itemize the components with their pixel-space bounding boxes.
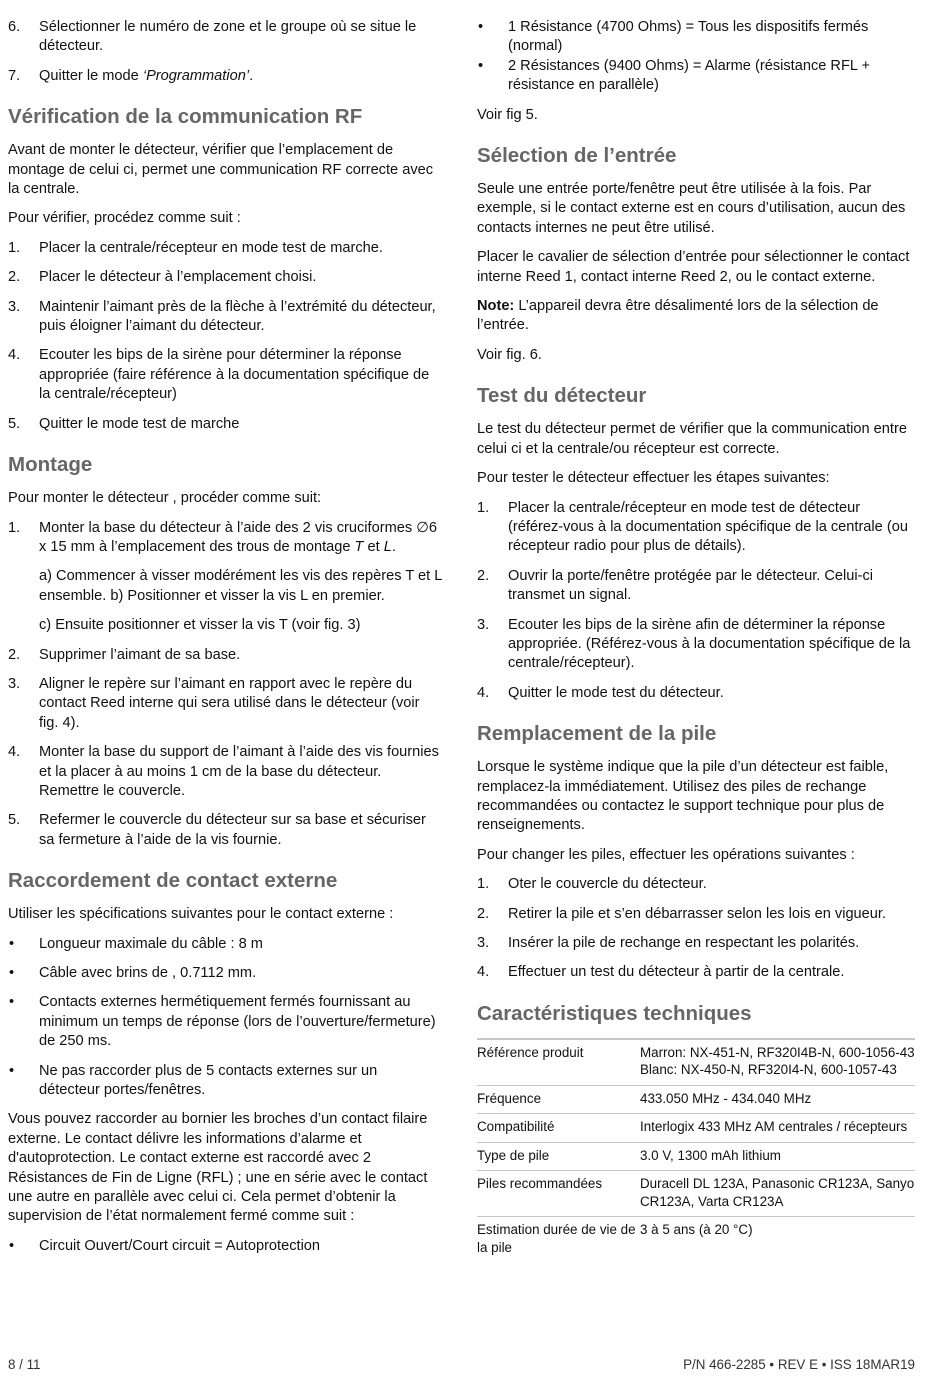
item-number: 3. [8, 675, 21, 692]
list-item [8, 743, 442, 801]
bullet-icon: • [9, 994, 15, 1011]
item-number: 1. [477, 499, 490, 516]
bullet-text: Circuit Ouvert/Court circuit = Autoprotection [39, 1237, 321, 1254]
section-heading-montage: Montage [8, 453, 93, 477]
table-row [477, 1142, 915, 1171]
spec-key: Fréquence [477, 1085, 640, 1114]
item-text: Refermer le couvercle du détecteur sur sa base et sécuriser sa fermeture à l’aide de la vis fournie. [39, 812, 426, 848]
figure-reference: Voir fig 5. [477, 106, 538, 123]
list-item [477, 875, 915, 894]
spec-key: Type de pile [477, 1142, 640, 1171]
paragraph: Utiliser les spécifications suivantes pour le contact externe : [8, 906, 394, 923]
bullet-item [8, 964, 442, 983]
table-row [477, 1114, 915, 1143]
section-heading-pile: Remplacement de la pile [477, 722, 717, 746]
list-item [8, 298, 442, 337]
list-item [477, 934, 915, 953]
list-item [477, 963, 915, 982]
item-text: Monter la base du support de l’aimant à l’aide des vis fournies et la placer à au moins 1 cm de la base du détecteur. Remettre le couvercle. [39, 744, 439, 799]
figure-reference: Voir fig. 6. [477, 346, 542, 363]
paragraph: Placer le cavalier de sélection d’entrée pour sélectionner le contact interne Reed 1, contact interne Reed 2, ou le contact externe. [477, 249, 910, 285]
list-item [8, 268, 442, 287]
bullet-item [8, 1237, 442, 1256]
specs-table [477, 1038, 915, 1263]
bullet-text: 1 Résistance (4700 Ohms) = Tous les dispositifs fermés (normal) [508, 19, 869, 55]
spec-key: Référence produit [477, 1039, 640, 1086]
paragraph: Pour tester le détecteur effectuer les étapes suivantes: [477, 470, 830, 487]
item-number: 2. [8, 646, 21, 663]
section-heading-rf: Vérification de la communication RF [8, 105, 363, 129]
list-item [477, 499, 915, 557]
bullet-icon: • [9, 1237, 15, 1254]
bullet-item [8, 993, 442, 1051]
item-number: 2. [477, 567, 490, 584]
item-number: 1. [8, 519, 21, 536]
item-text: Quitter le mode [39, 67, 143, 84]
item-number: 3. [477, 935, 490, 951]
bullet-item [8, 935, 442, 954]
bullet-text: Ne pas raccorder plus de 5 contacts externes sur un détecteur portes/fenêtres. [39, 1062, 378, 1099]
spec-value: Interlogix 433 MHz AM centrales / récepteurs [640, 1114, 915, 1143]
item-text: Sélectionner le numéro de zone et le groupe où se situe le détecteur. [39, 19, 417, 55]
bullet-item [477, 18, 915, 57]
list-item [8, 675, 442, 733]
note [477, 297, 915, 336]
list-item [8, 646, 442, 665]
item-number: 2. [8, 269, 21, 286]
list-item [8, 415, 442, 434]
item-text: Placer le détecteur à l’emplacement choisi. [39, 269, 317, 286]
table-row [477, 1171, 915, 1217]
table-row [477, 1217, 915, 1263]
item-text: Quitter le mode test du détecteur. [508, 684, 724, 701]
sub-step: c) Ensuite positionner et visser la vis T (voir fig. 3) [39, 617, 361, 634]
bullet-text: 2 Résistances (9400 Ohms) = Alarme (résistance RFL + résistance en parallèle) [508, 57, 871, 94]
item-text: Aligner le repère sur l’aimant en rapport avec le repère du contact Reed interne qui sera utilisé dans le détecteur (voir fig. 4). [39, 675, 420, 731]
spec-value: 433.050 MHz - 434.040 MHz [640, 1085, 915, 1114]
spec-value: 3 à 5 ans (à 20 °C) [640, 1222, 753, 1238]
item-text: Quitter le mode test de marche [39, 415, 240, 432]
list-item [477, 616, 915, 674]
item-text: Placer la centrale/récepteur en mode test de marche. [39, 239, 383, 256]
spec-value-line: Blanc: NX-450-N, RF320I4-N, 600-1057-43 [640, 1062, 897, 1078]
paragraph: Vous pouvez raccorder au bornier les broches d’un contact filaire externe. Le contact délivre les informations d’alarme et d'autoprotection. Le contact externe est raccordé avec 2 Résistances de Fin de Ligne (RFL) ; une en série avec le contact une autre en parallèle avec celui ci. Cela permet d’obtenir la supervision de l’état normalement fermé comme suit : [8, 1111, 428, 1225]
note-label: Note: [477, 298, 515, 315]
item-text: Monter la base du détecteur à l’aide des 2 vis cruciformes ∅6 x 15 mm à l’emplacement des trous de montage [39, 519, 438, 555]
paragraph: Pour vérifier, procédez comme suit : [8, 210, 241, 227]
note-text: L’appareil devra être désalimenté lors de la sélection de l’entrée. [477, 298, 879, 334]
item-number: 5. [8, 415, 21, 432]
item-text: Ecouter les bips de la sirène pour déterminer la réponse appropriée (faire référence à la documentation spécifique de la centrale/récepteur) [39, 347, 430, 403]
spec-value: Duracell DL 123A, Panasonic CR123A, Sanyo CR123A, Varta CR123A [640, 1171, 915, 1217]
table-row [477, 1039, 915, 1086]
spec-key: Compatibilité [477, 1114, 640, 1143]
section-heading-raccordement: Raccordement de contact externe [8, 869, 338, 893]
item-number: 3. [8, 298, 21, 315]
list-item [8, 811, 442, 850]
bullet-icon: • [9, 935, 15, 952]
section-heading-selection: Sélection de l’entrée [477, 144, 677, 168]
item-text: Maintenir l’aimant près de la flèche à l’extrémité du détecteur, puis éloigner l’aimant du détecteur. [39, 298, 436, 335]
item-number: 4. [8, 347, 21, 364]
item-text: Ecouter les bips de la sirène afin de déterminer la réponse appropriée. (Référez-vous à la documentation spécifique de la centrale/récepteur). [508, 616, 911, 672]
bullet-item [8, 1062, 442, 1101]
bullet-text: Longueur maximale du câble : 8 m [39, 935, 263, 952]
paragraph: Lorsque le système indique que la pile d’un détecteur est faible, remplacez-la immédiatement. Utilisez des piles de rechange recommandées ou contactez le support technique pour plus de renseignements. [477, 759, 889, 834]
spec-key: Piles recommandées [477, 1171, 640, 1217]
paragraph: Seule une entrée porte/fenêtre peut être utilisée à la fois. Par exemple, si le contact externe est en cours d’utilisation, aucun des contacts internes ne peut être utilisé. [477, 181, 906, 236]
item-number: 4. [477, 964, 490, 981]
item-number: 4. [477, 684, 490, 701]
section-heading-specs: Caractéristiques techniques [477, 1001, 752, 1025]
list-item [8, 18, 442, 57]
item-text: Ouvrir la porte/fenêtre protégée par le détecteur. Celui-ci transmet un signal. [508, 567, 874, 604]
spec-value [640, 1039, 915, 1086]
bullet-icon: • [9, 965, 15, 981]
list-item [8, 519, 442, 558]
paragraph: Pour monter le détecteur , procéder comme suit: [8, 490, 322, 507]
list-item [8, 346, 442, 404]
item-text: Effectuer un test du détecteur à partir de la centrale. [508, 964, 845, 981]
item-number: 2. [477, 905, 490, 922]
item-number: 6. [8, 19, 21, 35]
page-number: 8 / 11 [8, 1357, 41, 1372]
table-row [477, 1085, 915, 1114]
sub-step: a) Commencer à visser modérément les vis des repères T et L ensemble. b) Positionner et visser la vis L en premier. [39, 568, 442, 604]
list-item [477, 684, 915, 703]
item-number: 1. [477, 876, 490, 893]
list-item [477, 905, 915, 924]
list-item [8, 67, 442, 86]
right-column [477, 18, 915, 1262]
bullet-icon: • [9, 1062, 15, 1079]
bullet-icon: • [478, 19, 484, 35]
document-reference: P/N 466-2285 • REV E • ISS 18MAR19 [683, 1357, 915, 1372]
item-text: Retirer la pile et s’en débarrasser selon les lois en vigueur. [508, 905, 887, 922]
paragraph: Pour changer les piles, effectuer les opérations suivantes : [477, 846, 855, 863]
item-text: . [391, 538, 396, 555]
item-number: 1. [8, 239, 21, 256]
section-heading-test: Test du détecteur [477, 384, 647, 408]
spec-value-line: Marron: NX-451-N, RF320I4B-N, 600-1056-43 [640, 1044, 915, 1060]
bullet-item [477, 57, 915, 96]
paragraph: Avant de monter le détecteur, vérifier que l’emplacement de montage de celui ci, permet une communication RF correcte avec la centrale. [8, 142, 434, 198]
spec-value: 3.0 V, 1300 mAh lithium [640, 1142, 915, 1171]
left-column [8, 18, 442, 1266]
item-emphasis: ‘Programmation’ [142, 67, 250, 84]
bullet-text: Contacts externes hermétiquement fermés fournissant au minimum un temps de réponse (lors de l’ouverture/fermeture) de 250 ms. [39, 994, 436, 1050]
list-item [8, 239, 442, 258]
item-emphasis: L [383, 538, 392, 555]
paragraph: Le test du détecteur permet de vérifier que la communication entre celui ci et la centrale/ou récepteur est correcte. [477, 421, 907, 457]
item-number: 7. [8, 67, 21, 84]
item-number: 5. [8, 812, 21, 829]
item-text: . [249, 67, 254, 84]
item-text: Insérer la pile de rechange en respectant les polarités. [508, 935, 860, 951]
item-emphasis: T [354, 538, 364, 555]
item-text: et [363, 538, 384, 555]
item-text: Supprimer l’aimant de sa base. [39, 646, 241, 663]
item-number: 3. [477, 616, 490, 633]
item-text: Oter le couvercle du détecteur. [508, 876, 707, 893]
list-item [477, 567, 915, 606]
item-number: 4. [8, 744, 21, 761]
spec-key: Estimation durée de vie de la pile [477, 1222, 636, 1255]
bullet-text: Câble avec brins de , 0.7112 mm. [39, 965, 257, 981]
bullet-icon: • [478, 57, 484, 74]
item-text: Placer la centrale/récepteur en mode test de détecteur (référez-vous à la documentation spécifique de la centrale (ou récepteur radio pour plus de détails). [508, 499, 908, 555]
